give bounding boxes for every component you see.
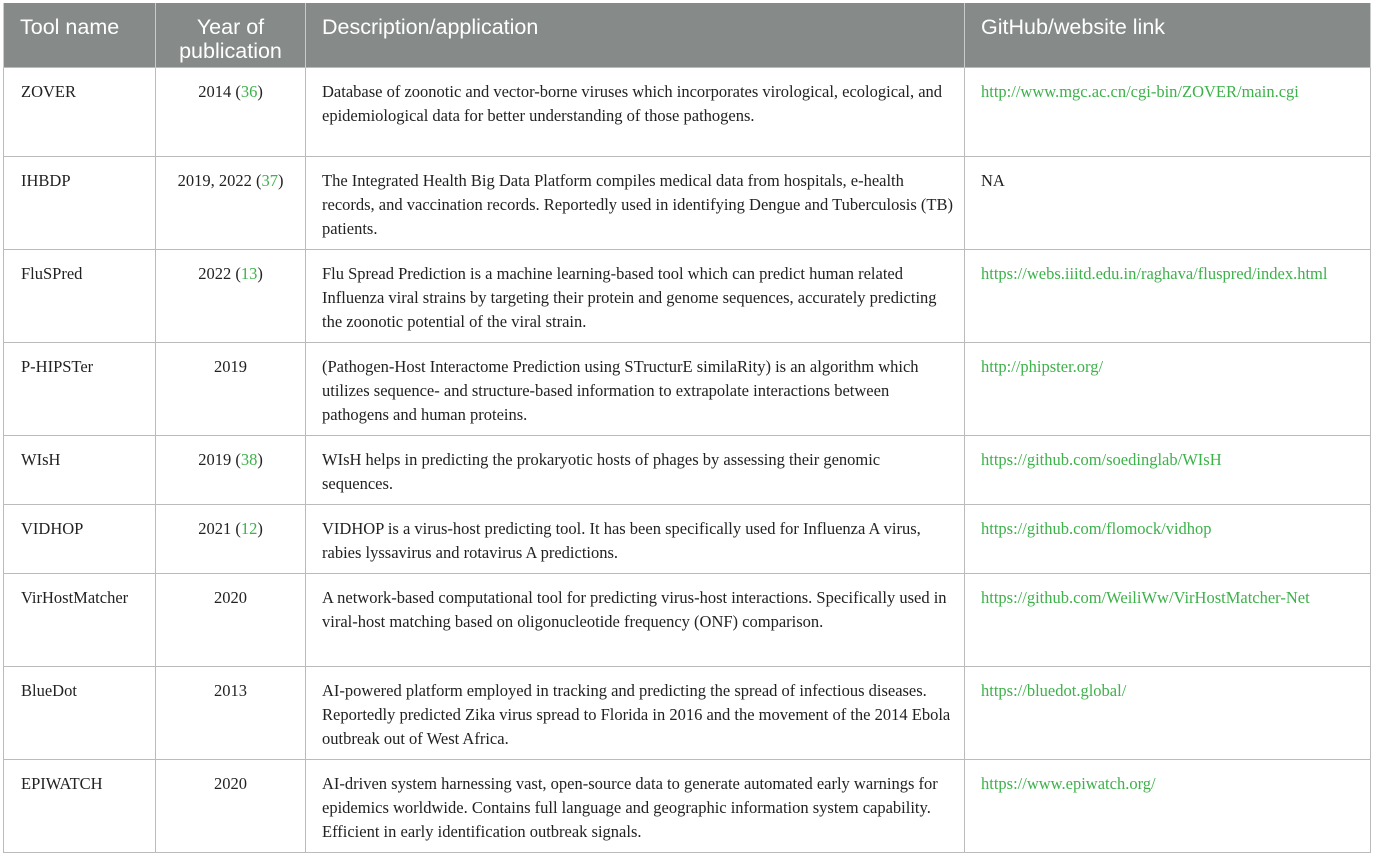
year-value: 2019, 2022: [177, 171, 252, 190]
table-header: [4, 3, 1371, 68]
table-row: [4, 343, 1371, 436]
website-link[interactable]: https://github.com/WeiliWw/VirHostMatcher-Net: [981, 588, 1310, 607]
description-cell: Database of zoonotic and vector-borne viruses which incorporates virological, ecological, and epidemiological data for better understanding of those pathogens.: [306, 68, 965, 157]
year-cell: [156, 667, 306, 760]
tools-table: [3, 3, 1371, 853]
website-link[interactable]: https://www.epiwatch.org/: [981, 774, 1156, 793]
website-link[interactable]: https://webs.iiitd.edu.in/raghava/fluspred/index.html: [981, 264, 1328, 283]
reference-link[interactable]: 37: [261, 171, 278, 190]
tool-name-cell: VIDHOP: [4, 505, 156, 574]
year-value: 2020: [214, 588, 247, 607]
description-cell: AI-driven system harnessing vast, open-source data to generate automated early warnings for epidemics worldwide. Contains full language and geographic information system capability. Efficient in early identification outbreak signals.: [306, 760, 965, 853]
header-tool-name: Tool name: [4, 3, 156, 68]
table-row: [4, 574, 1371, 667]
description-cell: The Integrated Health Big Data Platform compiles medical data from hospitals, e-health records, and vaccination records. Reportedly used in identifying Dengue and Tuberculosis (TB) patients.: [306, 157, 965, 250]
link-cell: [965, 250, 1371, 343]
tool-name-cell: VirHostMatcher: [4, 574, 156, 667]
link-cell: [965, 68, 1371, 157]
table-row: [4, 760, 1371, 853]
table-row: [4, 157, 1371, 250]
website-link[interactable]: http://phipster.org/: [981, 357, 1104, 376]
year-value: 2019: [214, 357, 247, 376]
year-value: 2021: [198, 519, 232, 538]
table-row: [4, 667, 1371, 760]
tool-name-cell: BlueDot: [4, 667, 156, 760]
link-not-available: NA: [981, 171, 1005, 190]
website-link[interactable]: http://www.mgc.ac.cn/cgi-bin/ZOVER/main.cgi: [981, 82, 1299, 101]
header-link: GitHub/website link: [965, 3, 1371, 68]
reference-link[interactable]: 38: [240, 450, 258, 469]
description-cell: VIDHOP is a virus-host predicting tool. It has been specifically used for Influenza A virus, rabies lyssavirus and rotavirus A predictions.: [306, 505, 965, 574]
year-value: 2022: [198, 264, 232, 283]
tool-name-cell: WIsH: [4, 436, 156, 505]
year-cell: 2019, 2022 (37): [156, 157, 306, 250]
website-link[interactable]: https://github.com/soedinglab/WIsH: [981, 450, 1222, 469]
header-description: Description/application: [306, 3, 965, 68]
table-row: [4, 436, 1371, 505]
reference-link[interactable]: 36: [240, 82, 258, 101]
table-row: [4, 505, 1371, 574]
year-value: 2014: [198, 82, 232, 101]
header-year-of-publication: Year of publication: [156, 3, 306, 68]
year-cell: 2021 (12): [156, 505, 306, 574]
link-cell: [965, 436, 1371, 505]
year-cell: 2014 (36): [156, 68, 306, 157]
year-cell: [156, 760, 306, 853]
year-cell: 2022 (13): [156, 250, 306, 343]
link-cell: [965, 760, 1371, 853]
header-row: [4, 3, 1371, 68]
website-link[interactable]: https://bluedot.global/: [981, 681, 1127, 700]
year-cell: 2019 (38): [156, 436, 306, 505]
year-cell: [156, 343, 306, 436]
year-cell: [156, 574, 306, 667]
tool-name-cell: EPIWATCH: [4, 760, 156, 853]
tool-name-cell: IHBDP: [4, 157, 156, 250]
description-cell: A network-based computational tool for predicting virus-host interactions. Specifically used in viral-host matching based on oligonucleotide frequency (ONF) comparison.: [306, 574, 965, 667]
description-cell: Flu Spread Prediction is a machine learning-based tool which can predict human related Influenza viral strains by targeting their protein and genome sequences, accurately predicting the zoonotic potential of the viral strain.: [306, 250, 965, 343]
description-cell: AI-powered platform employed in tracking and predicting the spread of infectious diseases. Reportedly predicted Zika virus spread to Florida in 2016 and the movement of the 2014 Ebola outbreak out of West Africa.: [306, 667, 965, 760]
website-link[interactable]: https://github.com/flomock/vidhop: [981, 519, 1212, 538]
link-cell: [965, 667, 1371, 760]
description-cell: WIsH helps in predicting the prokaryotic hosts of phages by assessing their genomic sequences.: [306, 436, 965, 505]
reference-link[interactable]: 12: [240, 519, 258, 538]
table-row: [4, 68, 1371, 157]
year-value: 2013: [214, 681, 247, 700]
table-body: [4, 68, 1371, 853]
tool-name-cell: P-HIPSTer: [4, 343, 156, 436]
table-row: [4, 250, 1371, 343]
year-value: 2019: [198, 450, 232, 469]
tool-name-cell: ZOVER: [4, 68, 156, 157]
link-cell: [965, 505, 1371, 574]
link-cell: [965, 343, 1371, 436]
year-value: 2020: [214, 774, 247, 793]
description-cell: (Pathogen-Host Interactome Prediction using STructurE similaRity) is an algorithm which utilizes sequence- and structure-based information to extrapolate interactions between pathogens and human proteins.: [306, 343, 965, 436]
link-cell: [965, 574, 1371, 667]
link-cell: [965, 157, 1371, 250]
tool-name-cell: FluSPred: [4, 250, 156, 343]
reference-link[interactable]: 13: [240, 264, 258, 283]
